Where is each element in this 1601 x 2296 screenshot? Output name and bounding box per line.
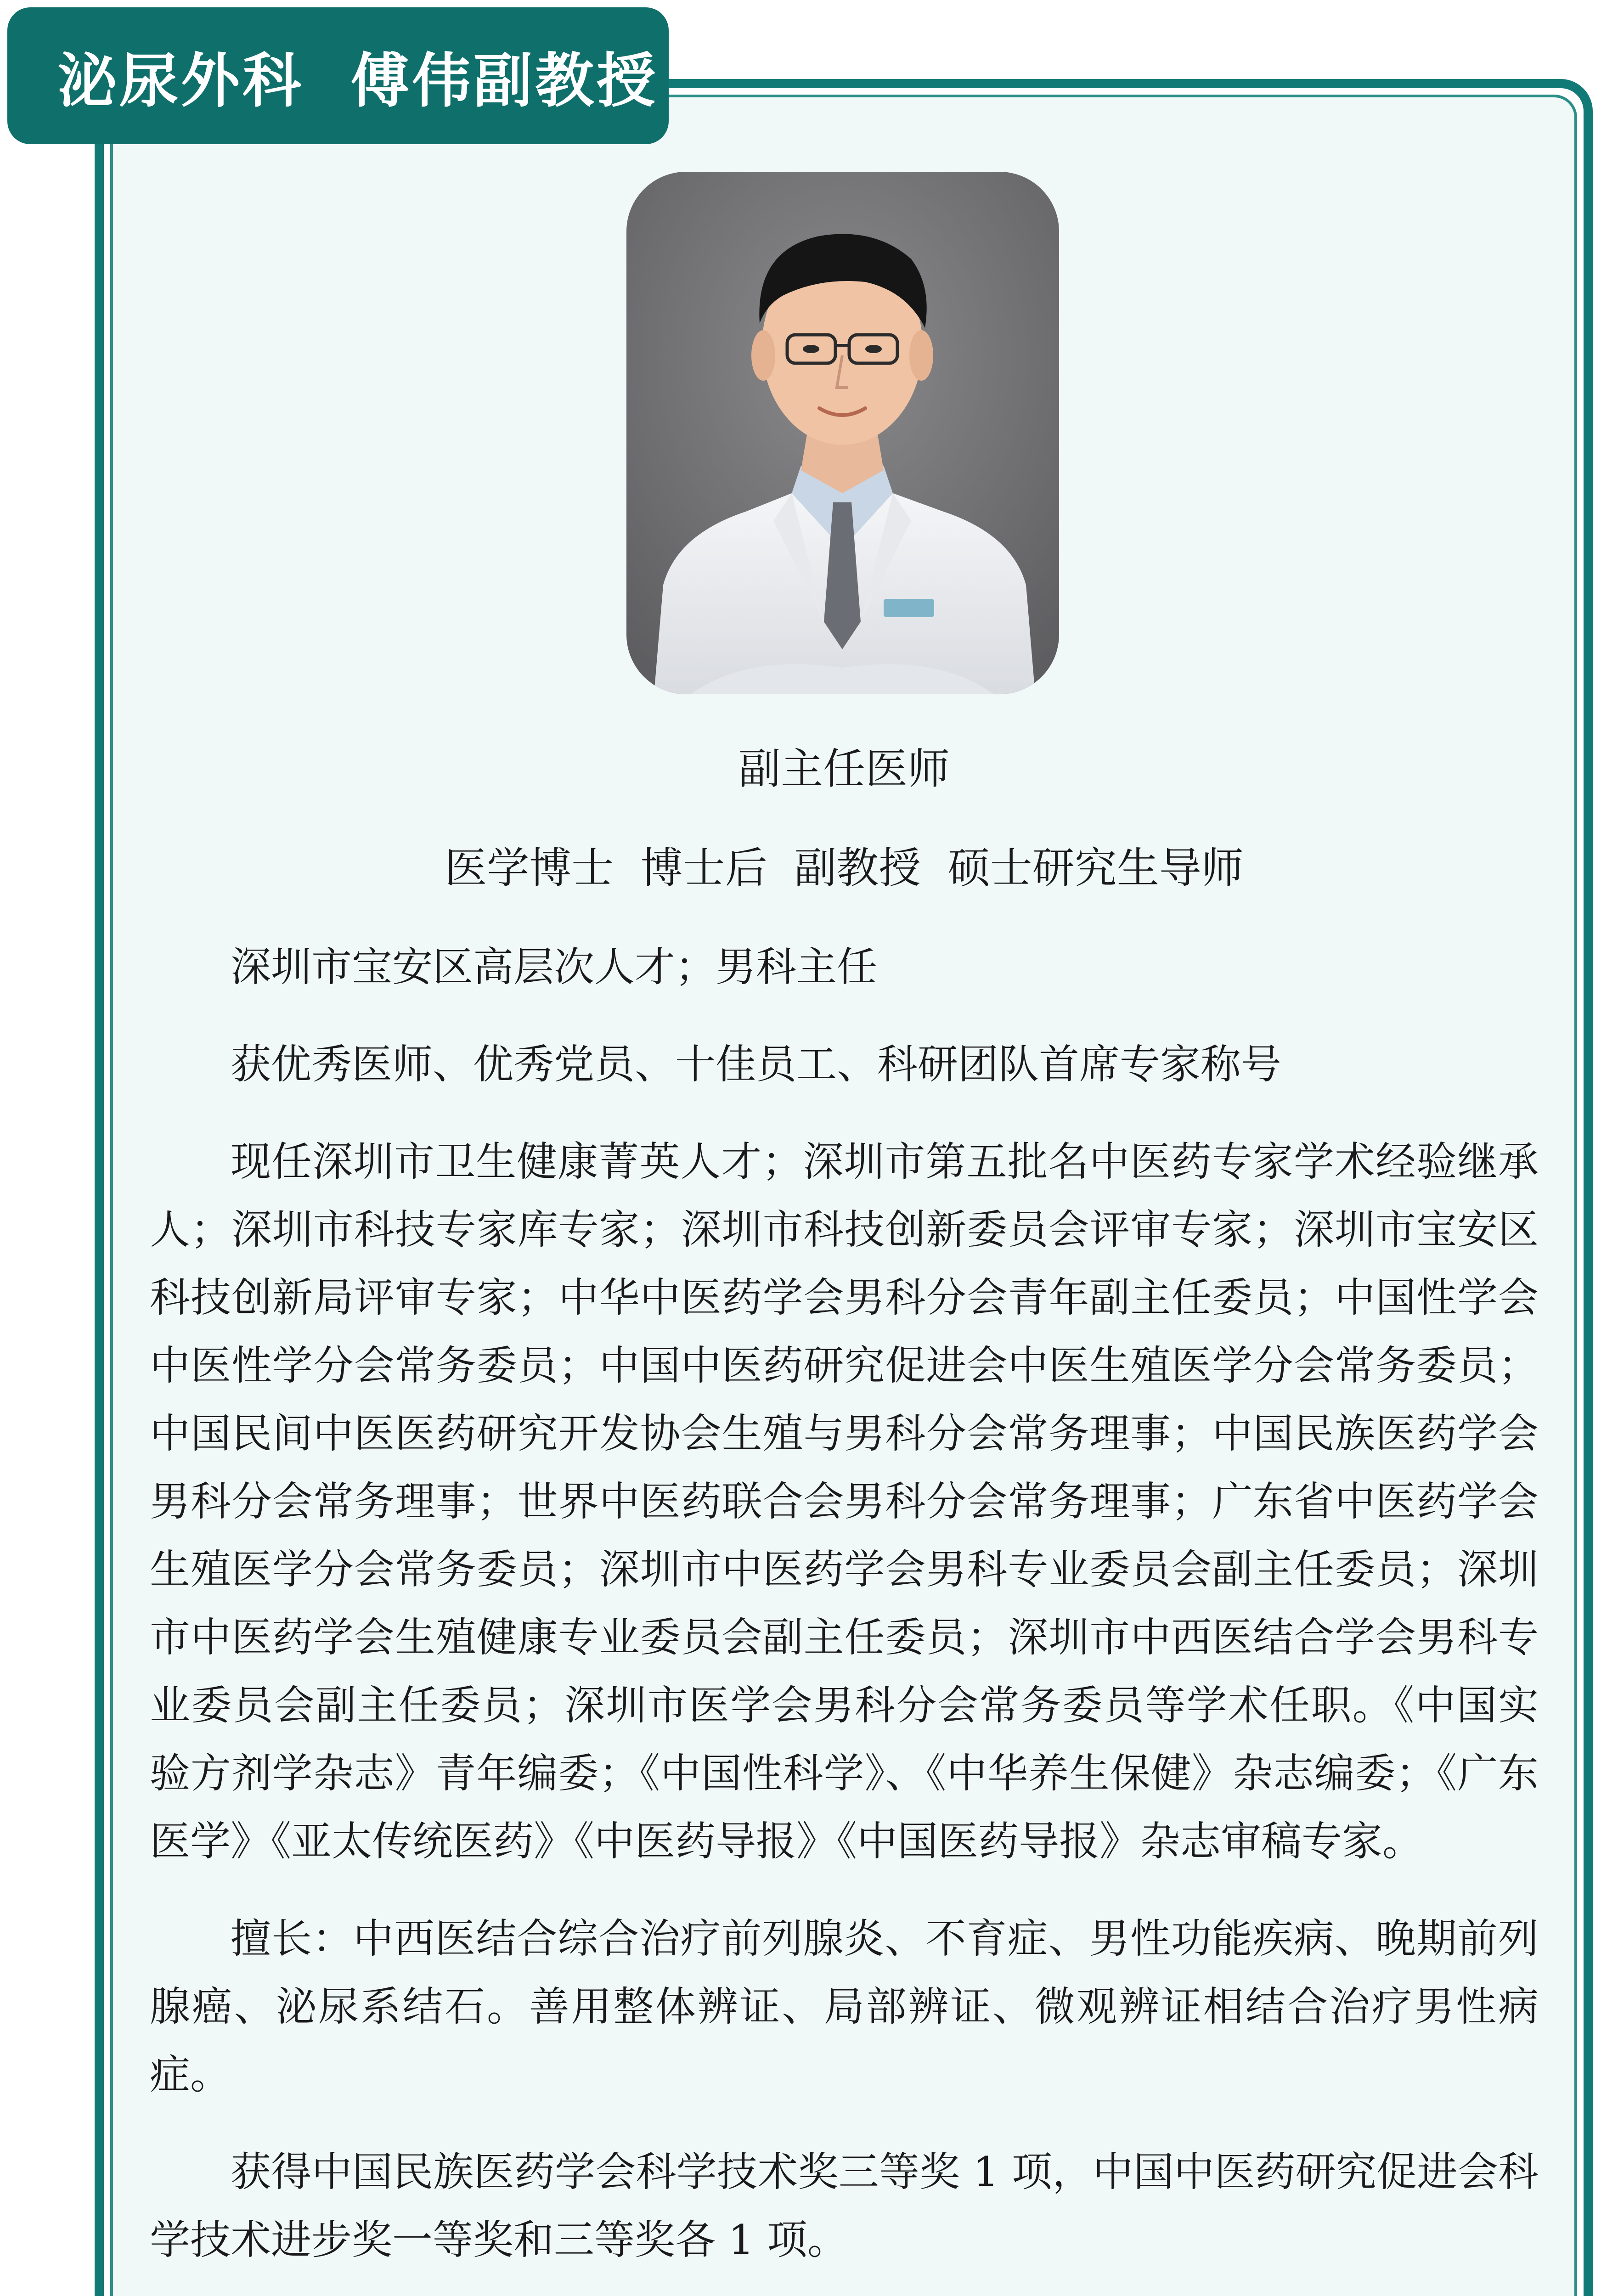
degree-line: 医学博士 博士后 副教授 硕士研究生导师 bbox=[445, 844, 1244, 893]
doctor-portrait-image bbox=[626, 172, 1059, 694]
paragraph-appointments: 现任深圳市卫生健康菁英人才；深圳市第五批名中医药专家学术经验继承人；深圳市科技专家库专家；深圳市科技创新委员会评审专家；深圳市宝安区科技创新局评审专家；中华中医药学会男科分会青年副主任委员；中国性学会中医性学分会常务委员；中国中医药研究促进会中医生殖医学分会常务委员；中国民间中医医药研究开发协会生殖与男科分会常务理事；中国民族医药学会男科分会常务理事；世界中医药联合会男科分会常务理事；广东省中医药学会生殖医学分会常务委员；深圳市中医药学会男科专业委员会副主任委员；深圳市中医药学会生殖健康专业委员会副主任委员；深圳市中西医结合学会男科专业委员会副主任委员；深圳市医学会男科分会常务委员等学术任职。《中国实验方剂学杂志》青年编委；《中国性科学》、《中华养生保健》杂志编委；《广东医学》《亚太传统医药》《中医药导报》《中国医药导报》杂志审稿专家。 bbox=[150, 1138, 1539, 1865]
paragraph-honors: 获优秀医师、优秀党员、十佳员工、科研团队首席专家称号 bbox=[231, 1041, 1282, 1088]
doctor-photo bbox=[626, 172, 1059, 694]
paragraph-specialty: 擅长：中西医结合综合治疗前列腺炎、不育症、男性功能疾病、晚期前列腺癌、泌尿系结石。善用整体辨证、局部辨证、微观辨证相结合治疗男性病症。 bbox=[150, 1915, 1539, 2098]
profile-content bbox=[150, 735, 1539, 2296]
position-title: 副主任医师 bbox=[738, 744, 950, 793]
page-title: 泌尿外科 傅伟副教授 bbox=[58, 47, 659, 115]
title-tab bbox=[7, 7, 669, 144]
paragraph-talent: 深圳市宝安区高层次人才；男科主任 bbox=[231, 943, 878, 990]
paragraph-awards: 获得中国民族医药学会科学技术奖三等奖 1 项，中国中医药研究促进会科学技术进步奖一等奖和三等奖各 1 项。 bbox=[150, 2148, 1539, 2263]
